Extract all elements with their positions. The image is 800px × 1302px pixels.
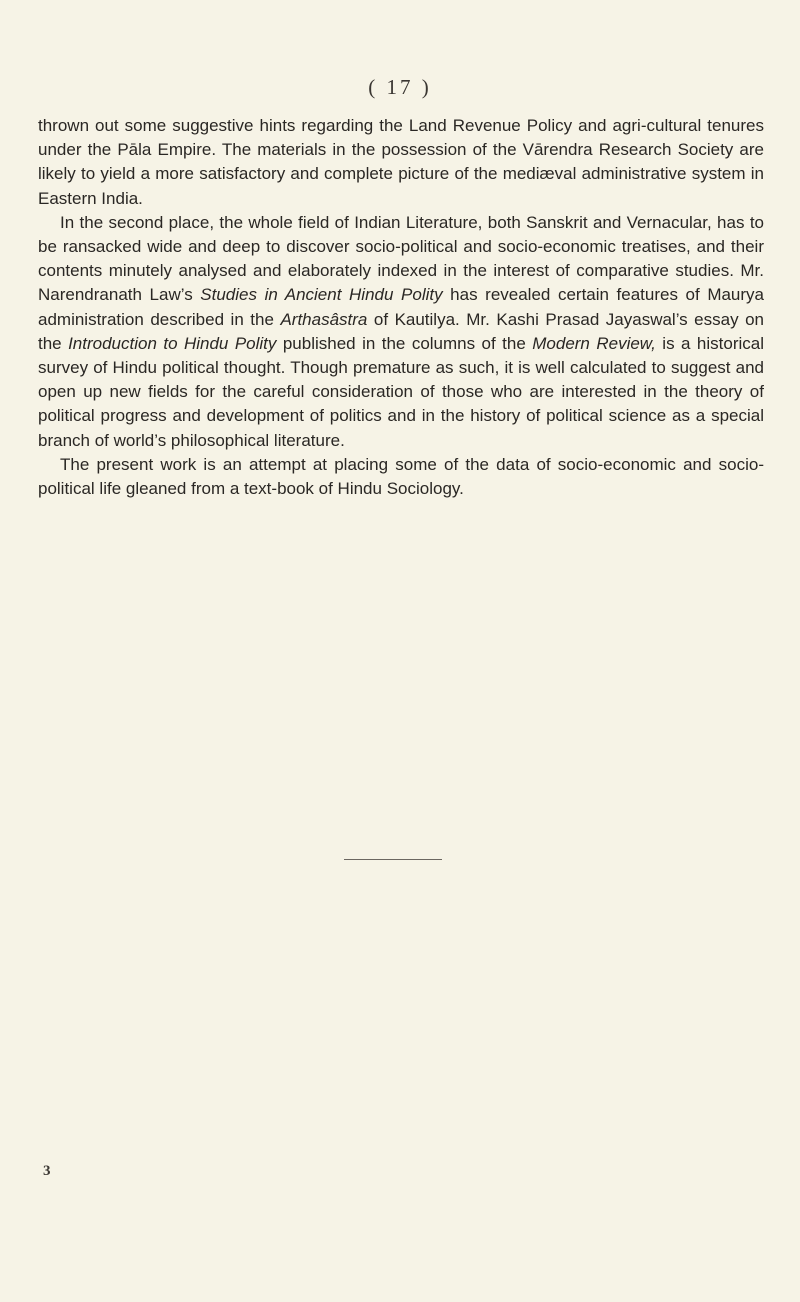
section-divider <box>344 859 442 860</box>
italic-title: Studies in Ancient Hindu Polity <box>200 285 443 305</box>
paragraph-p1 <box>38 114 764 211</box>
italic-title: Introduction to Hindu Polity <box>68 333 277 353</box>
italic-title: Modern Review, <box>532 333 656 353</box>
text-run: In the second place, the whole field of Indian Literature, both Sanskrit and Vernacular, has to be ransacked wide and deep to discover socio-political and socio-economic treatises, and their contents minutely analysed and elaborately indexed in the interest of comparative studies. Mr. Narendranath Law’s <box>38 212 764 305</box>
paragraph-p2 <box>38 211 764 453</box>
body-text <box>38 114 764 501</box>
text-run: has revealed certain features of Maurya administration described in the <box>38 285 764 329</box>
text-run: is a historical survey of Hindu political thought. Though premature as such, it is well calculated to suggest and open up new fields for the careful consideration of those who are interested in the theory of political progress and development of politics and in the history of political science as a special branch of world’s philosophical literature. <box>38 333 764 450</box>
text-run: published in the columns of the <box>276 333 533 353</box>
page-number: ( 17 ) <box>368 75 432 99</box>
paragraph-p3 <box>38 453 764 501</box>
text-run: of Kautilya. Mr. Kashi Prasad Jayaswal’s essay on the <box>38 309 765 353</box>
text-run: thrown out some suggestive hints regarding the Land Revenue Policy and agri-cultural tenures under the Pāla Empire. The materials in the possession of the Vārendra Research Society are likely to yield a more satisfactory and complete picture of the mediæval administrative system in Eastern India. <box>38 116 764 208</box>
text-run: The present work is an attempt at placing some of the data of socio-economic and socio-political life gleaned from a text-book of Hindu Sociology. <box>38 454 764 499</box>
italic-title: Arthasâstra <box>280 309 368 329</box>
signature-mark: 3 <box>43 1163 51 1179</box>
